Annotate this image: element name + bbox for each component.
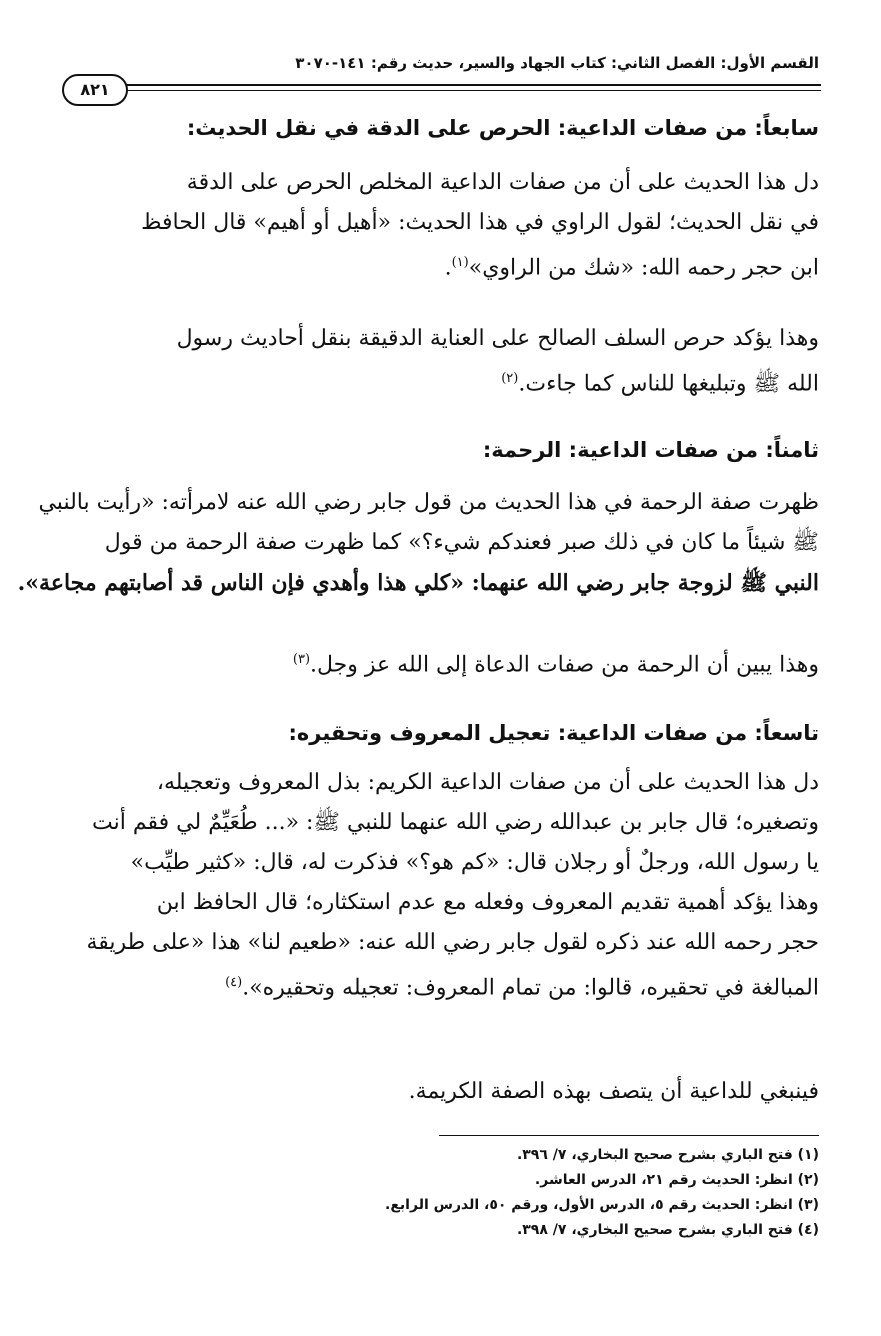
section-heading-7: سابعاً: من صفات الداعية: الحرص على الدقة في نقل الحديث: [186,116,819,140]
section-8-paragraph-1 [17,483,819,603]
section-8-paragraph-2 [59,640,819,685]
footnote-1: (١) فتح الباري بشرح صحيح البخاري، ٧/ ٣٩٦. [516,1147,819,1163]
text-line: ابن حجر رحمه الله: «شك من الراوي»$^{(١)}$. [444,255,819,281]
text-line: الله ﷺ وتبليغها للناس كما جاءت.$^{(٢)}$ [501,371,819,397]
running-header: القسم الأول: الفصل الثاني: كتاب الجهاد والسير، حديث رقم: ١٤١-٣٠٧٠ [295,54,819,72]
header-rule [125,84,821,91]
text-line: في نقل الحديث؛ لقول الراوي في هذا الحديث: «أهيل أو أهيم» قال الحافظ [141,210,819,235]
footnote-ref: (١) [451,255,469,270]
section-9-paragraph-2 [59,1072,819,1112]
footnote-4: (٤) فتح الباري بشرح صحيح البخاري، ٧/ ٣٩٨. [516,1222,819,1238]
section-9-paragraph-1 [59,763,819,1008]
footnote-rule [439,1135,819,1136]
page-number-badge: ٨٢١ [62,74,128,106]
text-line: وهذا يبين أن الرحمة من صفات الدعاة إلى الله عز وجل.$^{(٣)}$ [292,652,819,678]
text-line: وهذا يؤكد حرص السلف الصالح على العناية الدقيقة بنقل أحاديث رسول [176,326,819,351]
footnote-ref: (٤) [225,975,243,990]
text-line: المبالغة في تحقيره، قالوا: من تمام المعروف: تعجيله وتحقيره».$^{(٤)}$ [225,975,819,1001]
text-line: حجر رحمه الله عند ذكره لقول جابر رضي الله عنه: «طعيم لنا» هذا «على طريقة [86,930,819,955]
text-line: دل هذا الحديث على أن من صفات الداعية المخلص الحرص على الدقة [186,170,819,195]
text-line: دل هذا الحديث على أن من صفات الداعية الكريم: بذل المعروف وتعجيله، [156,770,819,795]
text-line: ظهرت صفة الرحمة في هذا الحديث من قول جابر رضي الله عنه لامرأته: «رأيت بالنبي [38,490,819,515]
footnotes [59,1143,819,1243]
text-line: وتصغيره؛ قال جابر بن عبدالله رضي الله عنهما للنبي ﷺ: «... طُعَيِّمٌ لي فقم أنت [92,810,819,835]
section-heading-8: ثامناً: من صفات الداعية: الرحمة: [482,438,819,462]
text-line: النبي ﷺ لزوجة جابر رضي الله عنهما: «كلي هذا وأهدي فإن الناس قد أصابتهم مجاعة». [17,570,819,596]
text-line: فينبغي للداعية أن يتصف بهذه الصفة الكريمة. [408,1079,819,1104]
footnote-ref: (٢) [501,371,519,386]
footnote-ref: (٣) [292,652,311,667]
footnote-3: (٣) انظر: الحديث رقم ٥، الدرس الأول، ورقم ٥٠، الدرس الرابع. [385,1197,819,1213]
section-7-paragraph-1 [59,163,819,288]
text-line: وهذا يؤكد أهمية تقديم المعروف وفعله مع عدم استكثاره؛ قال الحافظ ابن [156,890,819,915]
section-heading-9: تاسعاً: من صفات الداعية: تعجيل المعروف وتحقيره: [288,721,819,745]
text-line: يا رسول الله، ورجلٌ أو رجلان قال: «كم هو؟» فذكرت له، قال: «كثير طيِّب» [130,850,819,875]
section-7-paragraph-2 [59,319,819,404]
footnote-2: (٢) انظر: الحديث رقم ٢١، الدرس العاشر. [534,1172,819,1188]
text-line: ﷺ شيئاً ما كان في ذلك صبر فعندكم شيء؟» كما ظهرت صفة الرحمة من قول [104,530,819,555]
